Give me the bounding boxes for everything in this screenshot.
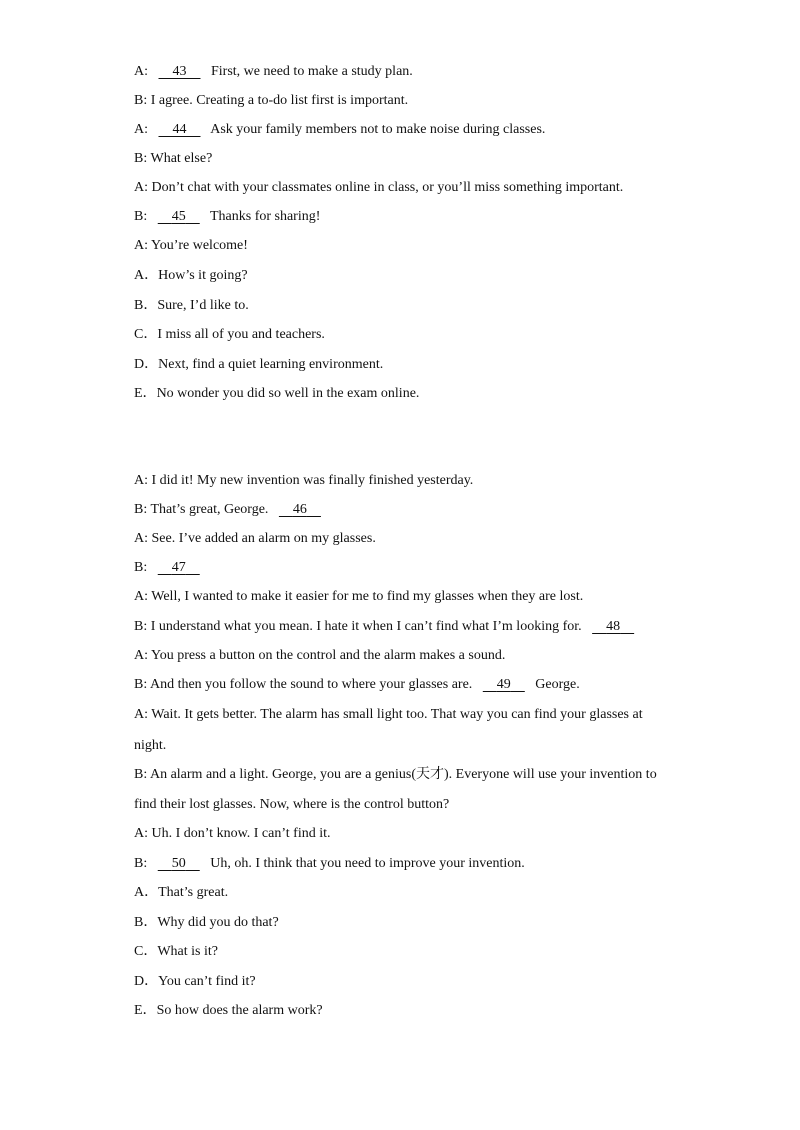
answer-blank: 48	[606, 619, 621, 634]
dialogue-line	[134, 237, 248, 255]
option-text: I miss all of you and teachers.	[157, 327, 325, 342]
line-text: Don’t chat with your classmates online in class, or you’ll miss something important.	[151, 180, 624, 195]
option-text: Sure, I’d like to.	[157, 298, 249, 313]
dialogue-line	[134, 121, 545, 139]
line-text: find their lost glasses. Now, where is the control button?	[134, 797, 450, 812]
speaker: B:	[134, 560, 148, 575]
line-text: Well, I wanted to make it easier for me to find my glasses when they are lost.	[151, 589, 584, 604]
option-item	[134, 914, 279, 932]
answer-blank: 44	[172, 122, 187, 137]
dialogue-line	[134, 676, 580, 694]
option-letter: A．	[134, 268, 159, 283]
option-letter: E．	[134, 386, 157, 401]
speaker: A:	[134, 180, 148, 195]
answer-blank: 45	[171, 209, 186, 224]
line-text: I understand what you mean. I hate it when I can’t find what I’m looking for.	[150, 619, 582, 634]
dialogue-line	[134, 796, 449, 814]
speaker: B:	[134, 856, 148, 871]
option-item	[134, 1002, 323, 1020]
option-item	[134, 297, 249, 315]
option-item	[134, 884, 228, 902]
speaker: B:	[134, 502, 148, 517]
line-text: George.	[535, 677, 580, 692]
line-text: See. I’ve added an alarm on my glasses.	[151, 531, 376, 546]
line-text: Thanks for sharing!	[209, 209, 321, 224]
option-item	[134, 973, 256, 991]
option-text: What is it?	[157, 944, 218, 959]
line-text: Wait. It gets better. The alarm has small light too. That way you can find your glasses at	[151, 707, 643, 722]
option-text: Next, find a quiet learning environment.	[158, 357, 384, 372]
answer-blank: 47	[171, 560, 186, 575]
dialogue-line	[134, 472, 473, 490]
line-text: That’s great, George.	[150, 502, 269, 517]
speaker: B:	[134, 619, 148, 634]
option-item	[134, 385, 419, 403]
line-text: And then you follow the sound to where your glasses are.	[149, 677, 473, 692]
option-letter: C．	[134, 944, 158, 959]
option-letter: E．	[134, 1003, 157, 1018]
option-item	[134, 267, 248, 285]
line-text: Uh. I don’t know. I can’t find it.	[151, 826, 331, 841]
dialogue-line	[134, 618, 634, 636]
option-letter: B．	[134, 298, 158, 313]
speaker: B:	[134, 93, 148, 108]
dialogue-line	[134, 825, 331, 843]
option-item	[134, 326, 325, 344]
line-text: Uh, oh. I think that you need to improve your invention.	[210, 856, 525, 871]
option-text: How’s it going?	[158, 268, 248, 283]
option-letter: C．	[134, 327, 158, 342]
dialogue-line	[134, 647, 505, 665]
line-text: night.	[134, 738, 167, 753]
speaker: A:	[134, 122, 148, 137]
answer-blank: 46	[292, 502, 307, 517]
option-text: That’s great.	[158, 885, 229, 900]
option-text: No wonder you did so well in the exam online.	[156, 386, 420, 401]
speaker: A:	[134, 589, 148, 604]
option-item	[134, 356, 383, 374]
dialogue-line	[134, 559, 200, 577]
speaker: A:	[134, 473, 148, 488]
speaker: A:	[134, 648, 148, 663]
option-text: So how does the alarm work?	[156, 1003, 323, 1018]
answer-blank: 49	[496, 677, 511, 692]
speaker: B:	[134, 209, 148, 224]
dialogue-line	[134, 766, 657, 784]
speaker: A:	[134, 826, 148, 841]
line-text: First, we need to make a study plan.	[211, 64, 413, 79]
dialogue-line	[134, 706, 643, 724]
speaker: A:	[134, 707, 148, 722]
dialogue-line	[134, 150, 212, 168]
option-letter: D．	[134, 357, 159, 372]
option-letter: D．	[134, 974, 159, 989]
dialogue-line	[134, 530, 376, 548]
dialogue-line	[134, 588, 583, 606]
speaker: A:	[134, 531, 148, 546]
speaker: A:	[134, 64, 148, 79]
line-text: What else?	[150, 151, 213, 166]
option-letter: A．	[134, 885, 159, 900]
option-item	[134, 943, 218, 961]
line-text: You’re welcome!	[150, 238, 248, 253]
speaker: B:	[134, 151, 148, 166]
dialogue-line	[134, 855, 525, 873]
dialogue-line	[134, 737, 166, 755]
option-text: Why did you do that?	[157, 915, 279, 930]
line-text: You press a button on the control and the alarm makes a sound.	[150, 648, 506, 663]
option-text: You can’t find it?	[158, 974, 256, 989]
speaker: A:	[134, 238, 148, 253]
dialogue-line	[134, 92, 408, 110]
line-text: I did it! My new invention was finally finished yesterday.	[151, 473, 474, 488]
line-text: An alarm and a light. George, you are a genius(天才). Everyone will use your invention to	[149, 767, 657, 782]
speaker: B:	[134, 767, 148, 782]
dialogue-line	[134, 501, 321, 519]
answer-blank: 43	[172, 64, 187, 79]
dialogue-line	[134, 208, 320, 226]
option-letter: B．	[134, 915, 158, 930]
dialogue-line	[134, 63, 413, 81]
line-text: Ask your family members not to make noise during classes.	[210, 122, 546, 137]
speaker: B:	[134, 677, 148, 692]
dialogue-line	[134, 179, 623, 197]
answer-blank: 50	[171, 856, 186, 871]
line-text: I agree. Creating a to-do list first is important.	[150, 93, 409, 108]
